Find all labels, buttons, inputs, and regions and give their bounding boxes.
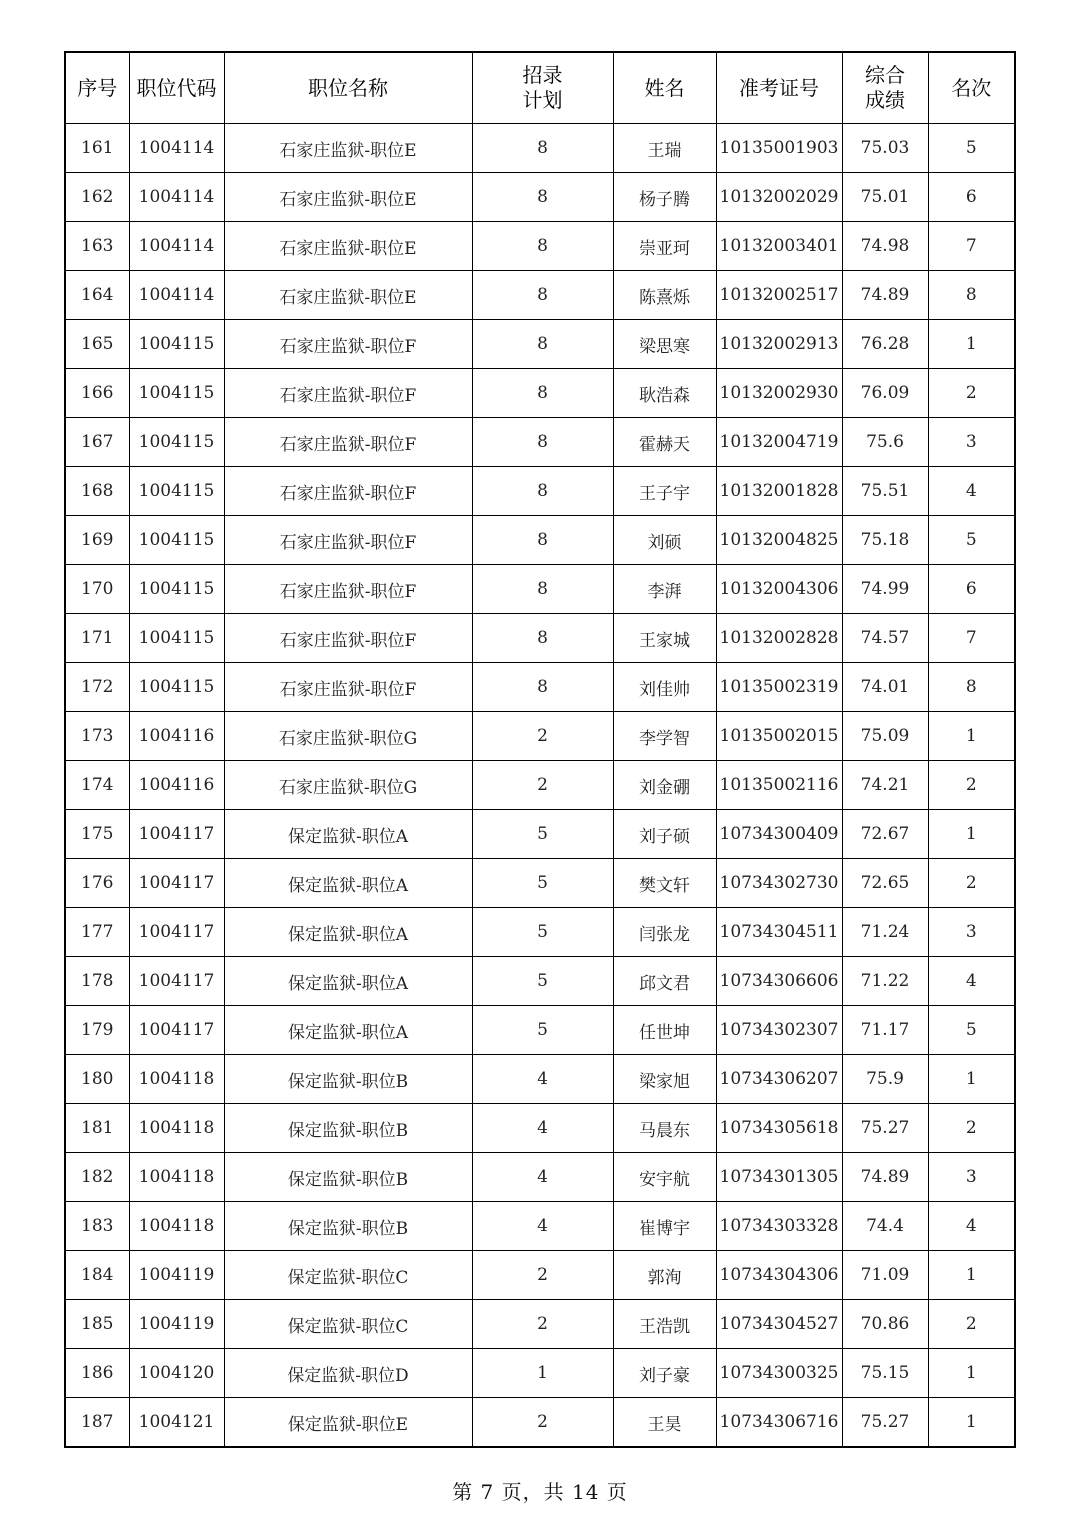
cell-person-name: 耿浩森 [613, 369, 716, 418]
header-recruit-plan-line1: 招录 [522, 63, 563, 87]
cell-position-name: 保定监狱-职位C [224, 1251, 472, 1300]
cell-total-score: 75.27 [842, 1104, 928, 1153]
cell-seq: 167 [65, 418, 129, 467]
cell-recruit-plan: 8 [472, 222, 613, 271]
cell-total-score: 75.51 [842, 467, 928, 516]
cell-person-name: 郭洵 [613, 1251, 716, 1300]
cell-total-score: 75.27 [842, 1398, 928, 1448]
cell-person-name: 霍赫天 [613, 418, 716, 467]
cell-position-name: 保定监狱-职位A [224, 1006, 472, 1055]
cell-position-code: 1004117 [129, 810, 224, 859]
cell-total-score: 71.24 [842, 908, 928, 957]
cell-recruit-plan: 4 [472, 1153, 613, 1202]
cell-rank: 4 [928, 957, 1015, 1006]
table-row [65, 663, 1015, 712]
cell-position-code: 1004115 [129, 320, 224, 369]
cell-recruit-plan: 5 [472, 957, 613, 1006]
cell-rank: 5 [928, 1006, 1015, 1055]
cell-person-name: 刘子硕 [613, 810, 716, 859]
cell-total-score: 70.86 [842, 1300, 928, 1349]
cell-recruit-plan: 5 [472, 859, 613, 908]
cell-total-score: 72.67 [842, 810, 928, 859]
cell-recruit-plan: 5 [472, 908, 613, 957]
cell-seq: 174 [65, 761, 129, 810]
cell-ticket-number: 10135002015 [716, 712, 842, 761]
header-recruit-plan-line2: 计划 [522, 88, 563, 112]
cell-ticket-number: 10734302730 [716, 859, 842, 908]
cell-person-name: 邱文君 [613, 957, 716, 1006]
cell-total-score: 75.18 [842, 516, 928, 565]
cell-position-name: 保定监狱-职位A [224, 859, 472, 908]
cell-person-name: 刘硕 [613, 516, 716, 565]
cell-position-name: 保定监狱-职位B [224, 1104, 472, 1153]
cell-rank: 6 [928, 173, 1015, 222]
cell-position-name: 保定监狱-职位A [224, 957, 472, 1006]
cell-person-name: 刘佳帅 [613, 663, 716, 712]
cell-seq: 181 [65, 1104, 129, 1153]
table-row [65, 418, 1015, 467]
cell-position-code: 1004115 [129, 418, 224, 467]
cell-rank: 1 [928, 1055, 1015, 1104]
header-seq: 序号 [65, 52, 129, 124]
cell-ticket-number: 10734301305 [716, 1153, 842, 1202]
cell-recruit-plan: 8 [472, 565, 613, 614]
cell-seq: 168 [65, 467, 129, 516]
cell-person-name: 闫张龙 [613, 908, 716, 957]
cell-rank: 2 [928, 1104, 1015, 1153]
cell-position-code: 1004117 [129, 908, 224, 957]
cell-total-score: 74.89 [842, 271, 928, 320]
cell-position-name: 保定监狱-职位B [224, 1202, 472, 1251]
cell-rank: 8 [928, 271, 1015, 320]
cell-ticket-number: 10734300409 [716, 810, 842, 859]
cell-person-name: 李学智 [613, 712, 716, 761]
cell-recruit-plan: 2 [472, 712, 613, 761]
cell-total-score: 71.22 [842, 957, 928, 1006]
header-total-score [842, 52, 928, 124]
cell-seq: 172 [65, 663, 129, 712]
cell-rank: 2 [928, 761, 1015, 810]
cell-person-name: 王浩凯 [613, 1300, 716, 1349]
cell-ticket-number: 10734305618 [716, 1104, 842, 1153]
cell-person-name: 梁思寒 [613, 320, 716, 369]
table-row [65, 1104, 1015, 1153]
table-body [65, 124, 1015, 1448]
cell-position-name: 保定监狱-职位E [224, 1398, 472, 1448]
cell-position-name: 保定监狱-职位A [224, 908, 472, 957]
cell-total-score: 75.6 [842, 418, 928, 467]
cell-person-name: 崇亚珂 [613, 222, 716, 271]
cell-total-score: 74.98 [842, 222, 928, 271]
table-row [65, 1349, 1015, 1398]
table-row [65, 761, 1015, 810]
cell-rank: 5 [928, 516, 1015, 565]
cell-recruit-plan: 2 [472, 1300, 613, 1349]
cell-recruit-plan: 2 [472, 761, 613, 810]
table-row [65, 1398, 1015, 1448]
table-row [65, 222, 1015, 271]
cell-total-score: 74.89 [842, 1153, 928, 1202]
cell-position-name: 石家庄监狱-职位E [224, 173, 472, 222]
cell-rank: 2 [928, 1300, 1015, 1349]
cell-rank: 4 [928, 467, 1015, 516]
cell-seq: 170 [65, 565, 129, 614]
cell-recruit-plan: 8 [472, 369, 613, 418]
cell-person-name: 王昊 [613, 1398, 716, 1448]
cell-total-score: 75.9 [842, 1055, 928, 1104]
cell-position-code: 1004119 [129, 1251, 224, 1300]
cell-recruit-plan: 8 [472, 124, 613, 173]
cell-position-name: 石家庄监狱-职位F [224, 369, 472, 418]
cell-person-name: 王子宇 [613, 467, 716, 516]
cell-ticket-number: 10734304527 [716, 1300, 842, 1349]
cell-position-code: 1004115 [129, 369, 224, 418]
cell-recruit-plan: 8 [472, 614, 613, 663]
cell-seq: 177 [65, 908, 129, 957]
cell-position-code: 1004117 [129, 957, 224, 1006]
cell-rank: 8 [928, 663, 1015, 712]
cell-rank: 7 [928, 614, 1015, 663]
cell-person-name: 陈熹烁 [613, 271, 716, 320]
cell-ticket-number: 10135002116 [716, 761, 842, 810]
cell-ticket-number: 10132004719 [716, 418, 842, 467]
cell-rank: 1 [928, 1398, 1015, 1448]
cell-seq: 169 [65, 516, 129, 565]
cell-position-name: 石家庄监狱-职位F [224, 418, 472, 467]
cell-person-name: 崔博宇 [613, 1202, 716, 1251]
cell-recruit-plan: 8 [472, 271, 613, 320]
cell-position-code: 1004118 [129, 1055, 224, 1104]
cell-person-name: 杨子腾 [613, 173, 716, 222]
cell-ticket-number: 10734300325 [716, 1349, 842, 1398]
cell-position-code: 1004114 [129, 271, 224, 320]
cell-ticket-number: 10132004306 [716, 565, 842, 614]
cell-seq: 185 [65, 1300, 129, 1349]
cell-recruit-plan: 4 [472, 1104, 613, 1153]
cell-person-name: 安宇航 [613, 1153, 716, 1202]
cell-recruit-plan: 2 [472, 1398, 613, 1448]
cell-rank: 2 [928, 369, 1015, 418]
cell-rank: 4 [928, 1202, 1015, 1251]
cell-position-name: 保定监狱-职位A [224, 810, 472, 859]
cell-rank: 2 [928, 859, 1015, 908]
cell-rank: 7 [928, 222, 1015, 271]
cell-position-code: 1004114 [129, 124, 224, 173]
cell-position-name: 保定监狱-职位D [224, 1349, 472, 1398]
cell-position-name: 石家庄监狱-职位E [224, 222, 472, 271]
cell-position-code: 1004116 [129, 761, 224, 810]
cell-position-name: 石家庄监狱-职位F [224, 614, 472, 663]
cell-position-code: 1004117 [129, 859, 224, 908]
cell-person-name: 刘子豪 [613, 1349, 716, 1398]
cell-position-name: 石家庄监狱-职位G [224, 712, 472, 761]
cell-ticket-number: 10135002319 [716, 663, 842, 712]
cell-ticket-number: 10132002828 [716, 614, 842, 663]
cell-person-name: 王家城 [613, 614, 716, 663]
table-row [65, 320, 1015, 369]
cell-total-score: 76.28 [842, 320, 928, 369]
cell-position-name: 石家庄监狱-职位G [224, 761, 472, 810]
table-row [65, 712, 1015, 761]
cell-position-code: 1004118 [129, 1153, 224, 1202]
cell-seq: 186 [65, 1349, 129, 1398]
cell-position-code: 1004119 [129, 1300, 224, 1349]
cell-ticket-number: 10734306606 [716, 957, 842, 1006]
cell-recruit-plan: 8 [472, 173, 613, 222]
cell-seq: 184 [65, 1251, 129, 1300]
cell-rank: 3 [928, 908, 1015, 957]
cell-person-name: 梁家旭 [613, 1055, 716, 1104]
cell-rank: 6 [928, 565, 1015, 614]
cell-position-code: 1004116 [129, 712, 224, 761]
cell-ticket-number: 10734306207 [716, 1055, 842, 1104]
cell-position-name: 保定监狱-职位B [224, 1055, 472, 1104]
cell-recruit-plan: 8 [472, 516, 613, 565]
cell-rank: 1 [928, 1251, 1015, 1300]
cell-position-name: 石家庄监狱-职位F [224, 467, 472, 516]
cell-ticket-number: 10132002029 [716, 173, 842, 222]
cell-total-score: 71.09 [842, 1251, 928, 1300]
cell-ticket-number: 10734302307 [716, 1006, 842, 1055]
cell-ticket-number: 10734304306 [716, 1251, 842, 1300]
cell-seq: 179 [65, 1006, 129, 1055]
cell-recruit-plan: 8 [472, 467, 613, 516]
cell-seq: 164 [65, 271, 129, 320]
header-total-score-line2: 成绩 [865, 88, 905, 112]
cell-total-score: 75.01 [842, 173, 928, 222]
cell-seq: 162 [65, 173, 129, 222]
table-row [65, 1300, 1015, 1349]
cell-ticket-number: 10132003401 [716, 222, 842, 271]
cell-position-name: 石家庄监狱-职位F [224, 516, 472, 565]
cell-seq: 163 [65, 222, 129, 271]
cell-total-score: 74.57 [842, 614, 928, 663]
table-row [65, 810, 1015, 859]
cell-seq: 187 [65, 1398, 129, 1448]
cell-recruit-plan: 8 [472, 320, 613, 369]
cell-seq: 175 [65, 810, 129, 859]
cell-ticket-number: 10132001828 [716, 467, 842, 516]
cell-ticket-number: 10132002517 [716, 271, 842, 320]
cell-position-name: 石家庄监狱-职位F [224, 565, 472, 614]
cell-seq: 173 [65, 712, 129, 761]
cell-total-score: 74.21 [842, 761, 928, 810]
cell-ticket-number: 10734303328 [716, 1202, 842, 1251]
cell-seq: 171 [65, 614, 129, 663]
cell-recruit-plan: 4 [472, 1055, 613, 1104]
cell-recruit-plan: 8 [472, 663, 613, 712]
table-row [65, 908, 1015, 957]
cell-seq: 180 [65, 1055, 129, 1104]
cell-seq: 166 [65, 369, 129, 418]
cell-ticket-number: 10734304511 [716, 908, 842, 957]
cell-rank: 1 [928, 810, 1015, 859]
table-row [65, 369, 1015, 418]
cell-position-code: 1004115 [129, 467, 224, 516]
table-row [65, 1006, 1015, 1055]
cell-recruit-plan: 1 [472, 1349, 613, 1398]
header-position-name: 职位名称 [224, 52, 472, 124]
cell-position-code: 1004115 [129, 516, 224, 565]
table-row [65, 1202, 1015, 1251]
header-position-code: 职位代码 [129, 52, 224, 124]
cell-position-code: 1004115 [129, 663, 224, 712]
cell-seq: 176 [65, 859, 129, 908]
cell-total-score: 75.09 [842, 712, 928, 761]
header-recruit-plan [472, 52, 613, 124]
cell-position-name: 石家庄监狱-职位F [224, 663, 472, 712]
table-row [65, 467, 1015, 516]
cell-ticket-number: 10132004825 [716, 516, 842, 565]
cell-seq: 183 [65, 1202, 129, 1251]
header-rank: 名次 [928, 52, 1015, 124]
table-row [65, 1153, 1015, 1202]
cell-person-name: 李湃 [613, 565, 716, 614]
results-table [64, 51, 1016, 1448]
cell-seq: 161 [65, 124, 129, 173]
cell-position-code: 1004121 [129, 1398, 224, 1448]
cell-recruit-plan: 4 [472, 1202, 613, 1251]
cell-total-score: 72.65 [842, 859, 928, 908]
cell-seq: 182 [65, 1153, 129, 1202]
cell-position-name: 保定监狱-职位C [224, 1300, 472, 1349]
cell-rank: 5 [928, 124, 1015, 173]
table-row [65, 565, 1015, 614]
header-total-score-line1: 综合 [865, 63, 905, 87]
cell-position-code: 1004117 [129, 1006, 224, 1055]
cell-person-name: 刘金硼 [613, 761, 716, 810]
cell-total-score: 74.99 [842, 565, 928, 614]
cell-person-name: 任世坤 [613, 1006, 716, 1055]
cell-rank: 1 [928, 712, 1015, 761]
cell-rank: 3 [928, 418, 1015, 467]
cell-position-name: 石家庄监狱-职位E [224, 124, 472, 173]
cell-position-code: 1004118 [129, 1202, 224, 1251]
cell-person-name: 王瑞 [613, 124, 716, 173]
table-row [65, 957, 1015, 1006]
cell-position-code: 1004114 [129, 173, 224, 222]
table-row [65, 271, 1015, 320]
cell-total-score: 71.17 [842, 1006, 928, 1055]
cell-position-code: 1004115 [129, 565, 224, 614]
table-row [65, 173, 1015, 222]
table-row [65, 859, 1015, 908]
cell-total-score: 75.15 [842, 1349, 928, 1398]
cell-position-name: 石家庄监狱-职位E [224, 271, 472, 320]
cell-position-code: 1004118 [129, 1104, 224, 1153]
header-row [65, 52, 1015, 124]
cell-position-name: 石家庄监狱-职位F [224, 320, 472, 369]
cell-recruit-plan: 2 [472, 1251, 613, 1300]
cell-ticket-number: 10734306716 [716, 1398, 842, 1448]
cell-ticket-number: 10135001903 [716, 124, 842, 173]
cell-ticket-number: 10132002913 [716, 320, 842, 369]
cell-person-name: 樊文轩 [613, 859, 716, 908]
header-person-name: 姓名 [613, 52, 716, 124]
table-row [65, 124, 1015, 173]
cell-rank: 1 [928, 320, 1015, 369]
table-row [65, 1251, 1015, 1300]
cell-total-score: 75.03 [842, 124, 928, 173]
cell-ticket-number: 10132002930 [716, 369, 842, 418]
cell-total-score: 76.09 [842, 369, 928, 418]
cell-rank: 1 [928, 1349, 1015, 1398]
table-header [65, 52, 1015, 124]
cell-recruit-plan: 8 [472, 418, 613, 467]
cell-position-name: 保定监狱-职位B [224, 1153, 472, 1202]
cell-rank: 3 [928, 1153, 1015, 1202]
page-footer: 第 7 页，共 14 页 [452, 1480, 628, 1504]
cell-seq: 178 [65, 957, 129, 1006]
table-row [65, 1055, 1015, 1104]
cell-total-score: 74.4 [842, 1202, 928, 1251]
cell-recruit-plan: 5 [472, 810, 613, 859]
table-row [65, 516, 1015, 565]
header-ticket-number: 准考证号 [716, 52, 842, 124]
table-row [65, 614, 1015, 663]
cell-position-code: 1004120 [129, 1349, 224, 1398]
cell-recruit-plan: 5 [472, 1006, 613, 1055]
cell-total-score: 74.01 [842, 663, 928, 712]
cell-person-name: 马晨东 [613, 1104, 716, 1153]
cell-seq: 165 [65, 320, 129, 369]
cell-position-code: 1004114 [129, 222, 224, 271]
cell-position-code: 1004115 [129, 614, 224, 663]
